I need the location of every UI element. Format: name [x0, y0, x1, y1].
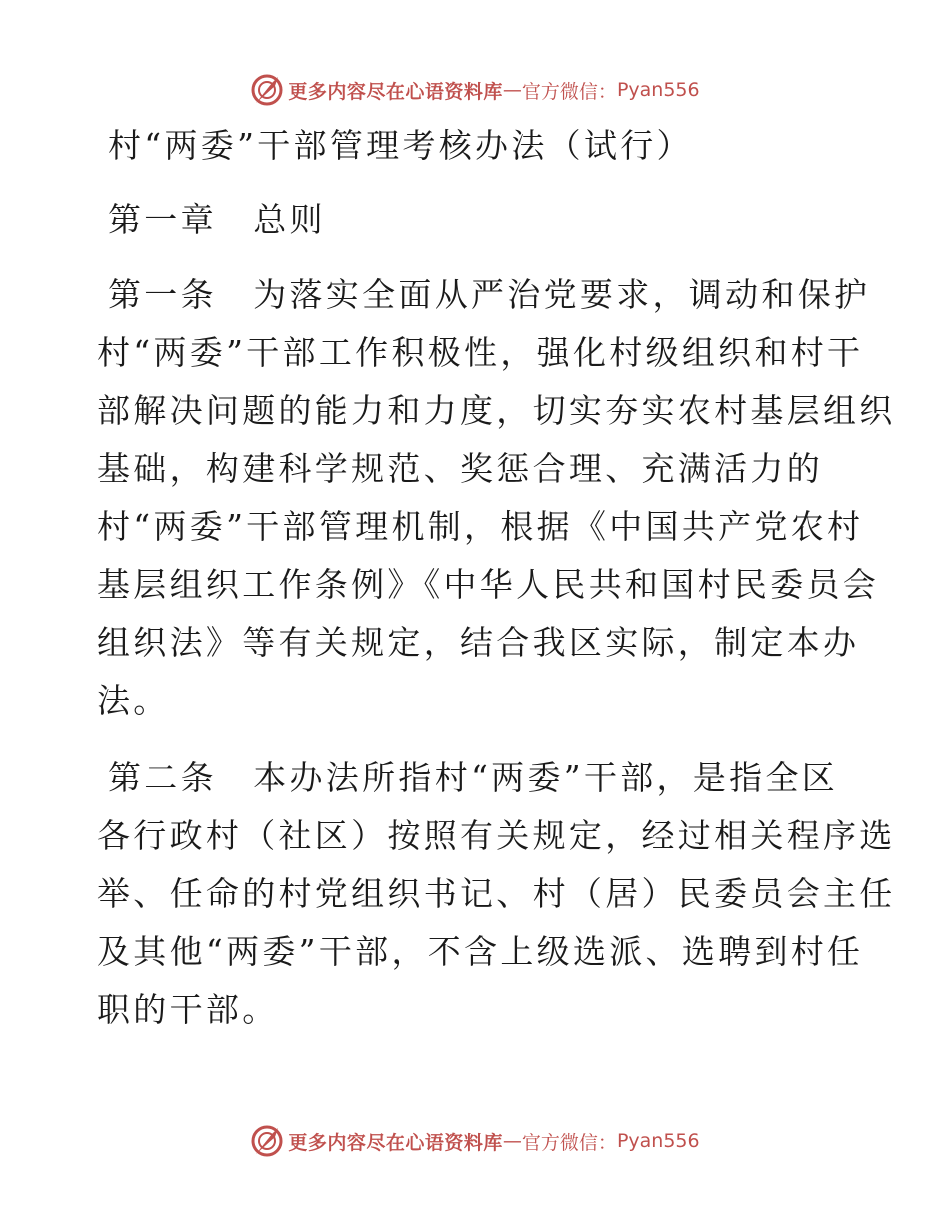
banner-wechat-id: Pyan556	[616, 1130, 700, 1152]
header-watermark-banner	[0, 70, 950, 110]
footer-watermark-banner	[0, 1121, 950, 1161]
article-2-line: 职的干部。	[97, 990, 279, 1029]
quill-pen-logo-icon	[250, 1124, 284, 1158]
quill-pen-logo-icon	[250, 73, 284, 107]
banner-separator: —	[502, 1130, 522, 1152]
article-2-line: 第二条 本办法所指村“两委”干部，是指全区	[108, 758, 839, 797]
banner-wechat-label: 官方微信：	[521, 80, 617, 103]
banner-wechat-label: 官方微信：	[521, 1131, 617, 1154]
article-1-line: 组织法》等有关规定，结合我区实际，制定本办	[97, 623, 860, 662]
banner-wechat-id: Pyan556	[616, 79, 700, 101]
article-1-line: 村“两委”干部管理机制，根据《中国共产党农村	[97, 507, 864, 546]
article-1-line: 村“两委”干部工作积极性，强化村级组织和村干	[97, 333, 864, 372]
chapter-heading: 第一章 总则	[108, 200, 326, 239]
article-1-line: 部解决问题的能力和力度，切实夯实农村基层组织	[97, 391, 896, 430]
banner-separator: —	[502, 79, 522, 101]
article-1-line: 基层组织工作条例》《中华人民共和国村民委员会	[97, 565, 880, 604]
article-2-line: 举、任命的村党组织书记、村（居）民委员会主任	[97, 874, 896, 913]
article-1-line: 第一条 为落实全面从严治党要求，调动和保护	[108, 275, 871, 314]
banner-main-text: 更多内容尽在心语资料库	[288, 80, 503, 103]
article-1-line: 基础，构建科学规范、奖惩合理、充满活力的	[97, 449, 823, 488]
article-2-line: 各行政村（社区）按照有关规定，经过相关程序选	[97, 816, 896, 855]
article-1-line: 法。	[97, 681, 170, 720]
banner-main-text: 更多内容尽在心语资料库	[288, 1131, 503, 1154]
article-2-line: 及其他“两委”干部，不含上级选派、选聘到村任	[97, 932, 864, 971]
document-title: 村“两委”干部管理考核办法（试行）	[108, 126, 693, 165]
